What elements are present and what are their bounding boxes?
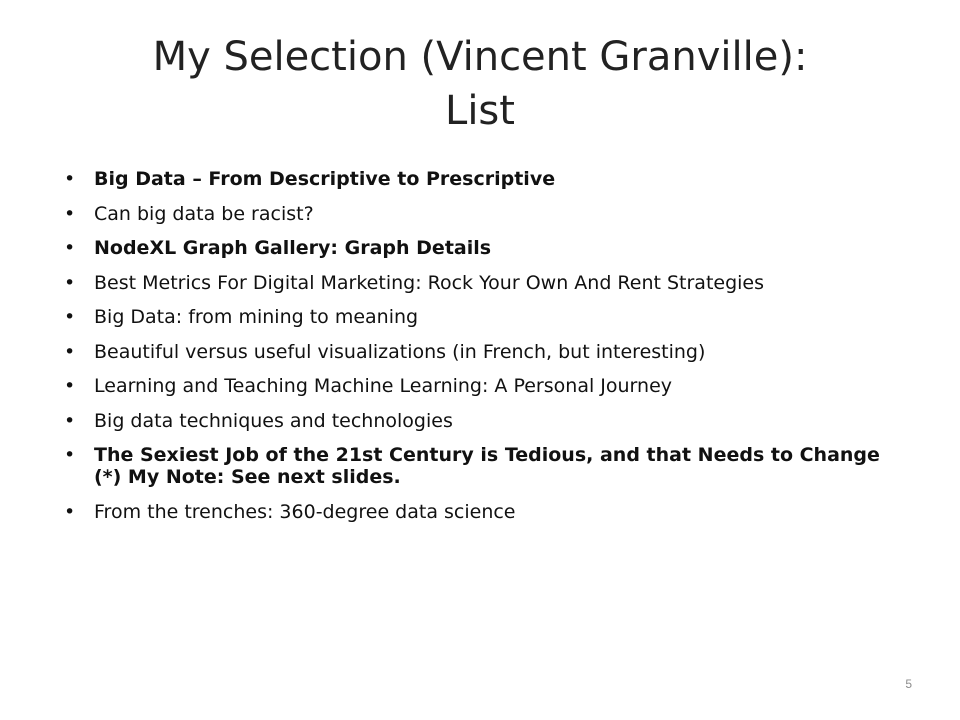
bullet-icon: • — [64, 375, 76, 397]
list-item — [64, 306, 904, 328]
list-item — [64, 168, 904, 190]
slide-title — [80, 30, 880, 138]
list-item-text: Can big data be racist? — [94, 202, 314, 225]
list-item-text: From the trenches: 360-degree data science — [94, 500, 516, 523]
bullet-icon: • — [64, 202, 76, 225]
list-item-text: Big Data – From Descriptive to Prescriptive — [94, 168, 556, 190]
bullet-icon: • — [64, 409, 76, 432]
list-item — [64, 444, 904, 488]
bullet-list — [64, 168, 904, 535]
list-item — [64, 341, 904, 363]
slide-title-line-2: List — [445, 88, 515, 134]
bullet-icon: • — [64, 237, 76, 259]
bullet-icon: • — [64, 444, 76, 466]
list-item-text: Beautiful versus useful visualizations (in French, but interesting) — [94, 340, 706, 363]
list-item-text: Big Data: from mining to meaning — [94, 306, 419, 328]
list-item-text: The Sexiest Job of the 21st Century is Tedious, and that Needs to Change (*) My Note: See next slides. — [94, 444, 880, 488]
list-item — [64, 410, 904, 432]
bullet-icon: • — [64, 168, 76, 190]
list-item-text: NodeXL Graph Gallery: Graph Details — [94, 237, 492, 259]
list-item-text: Best Metrics For Digital Marketing: Rock Your Own And Rent Strategies — [94, 271, 765, 294]
list-item — [64, 272, 904, 294]
bullet-icon: • — [64, 306, 76, 328]
list-item-text: Learning and Teaching Machine Learning: A Personal Journey — [94, 375, 672, 397]
bullet-icon: • — [64, 500, 76, 523]
list-item — [64, 375, 904, 397]
slide-title-line-1: My Selection (Vincent Granville): — [152, 34, 808, 80]
list-item-text: Big data techniques and technologies — [94, 409, 453, 432]
bullet-icon: • — [64, 340, 76, 363]
bullet-icon: • — [64, 271, 76, 294]
list-item — [64, 203, 904, 225]
list-item — [64, 237, 904, 259]
list-item — [64, 501, 904, 523]
page-number: 5 — [905, 677, 912, 691]
